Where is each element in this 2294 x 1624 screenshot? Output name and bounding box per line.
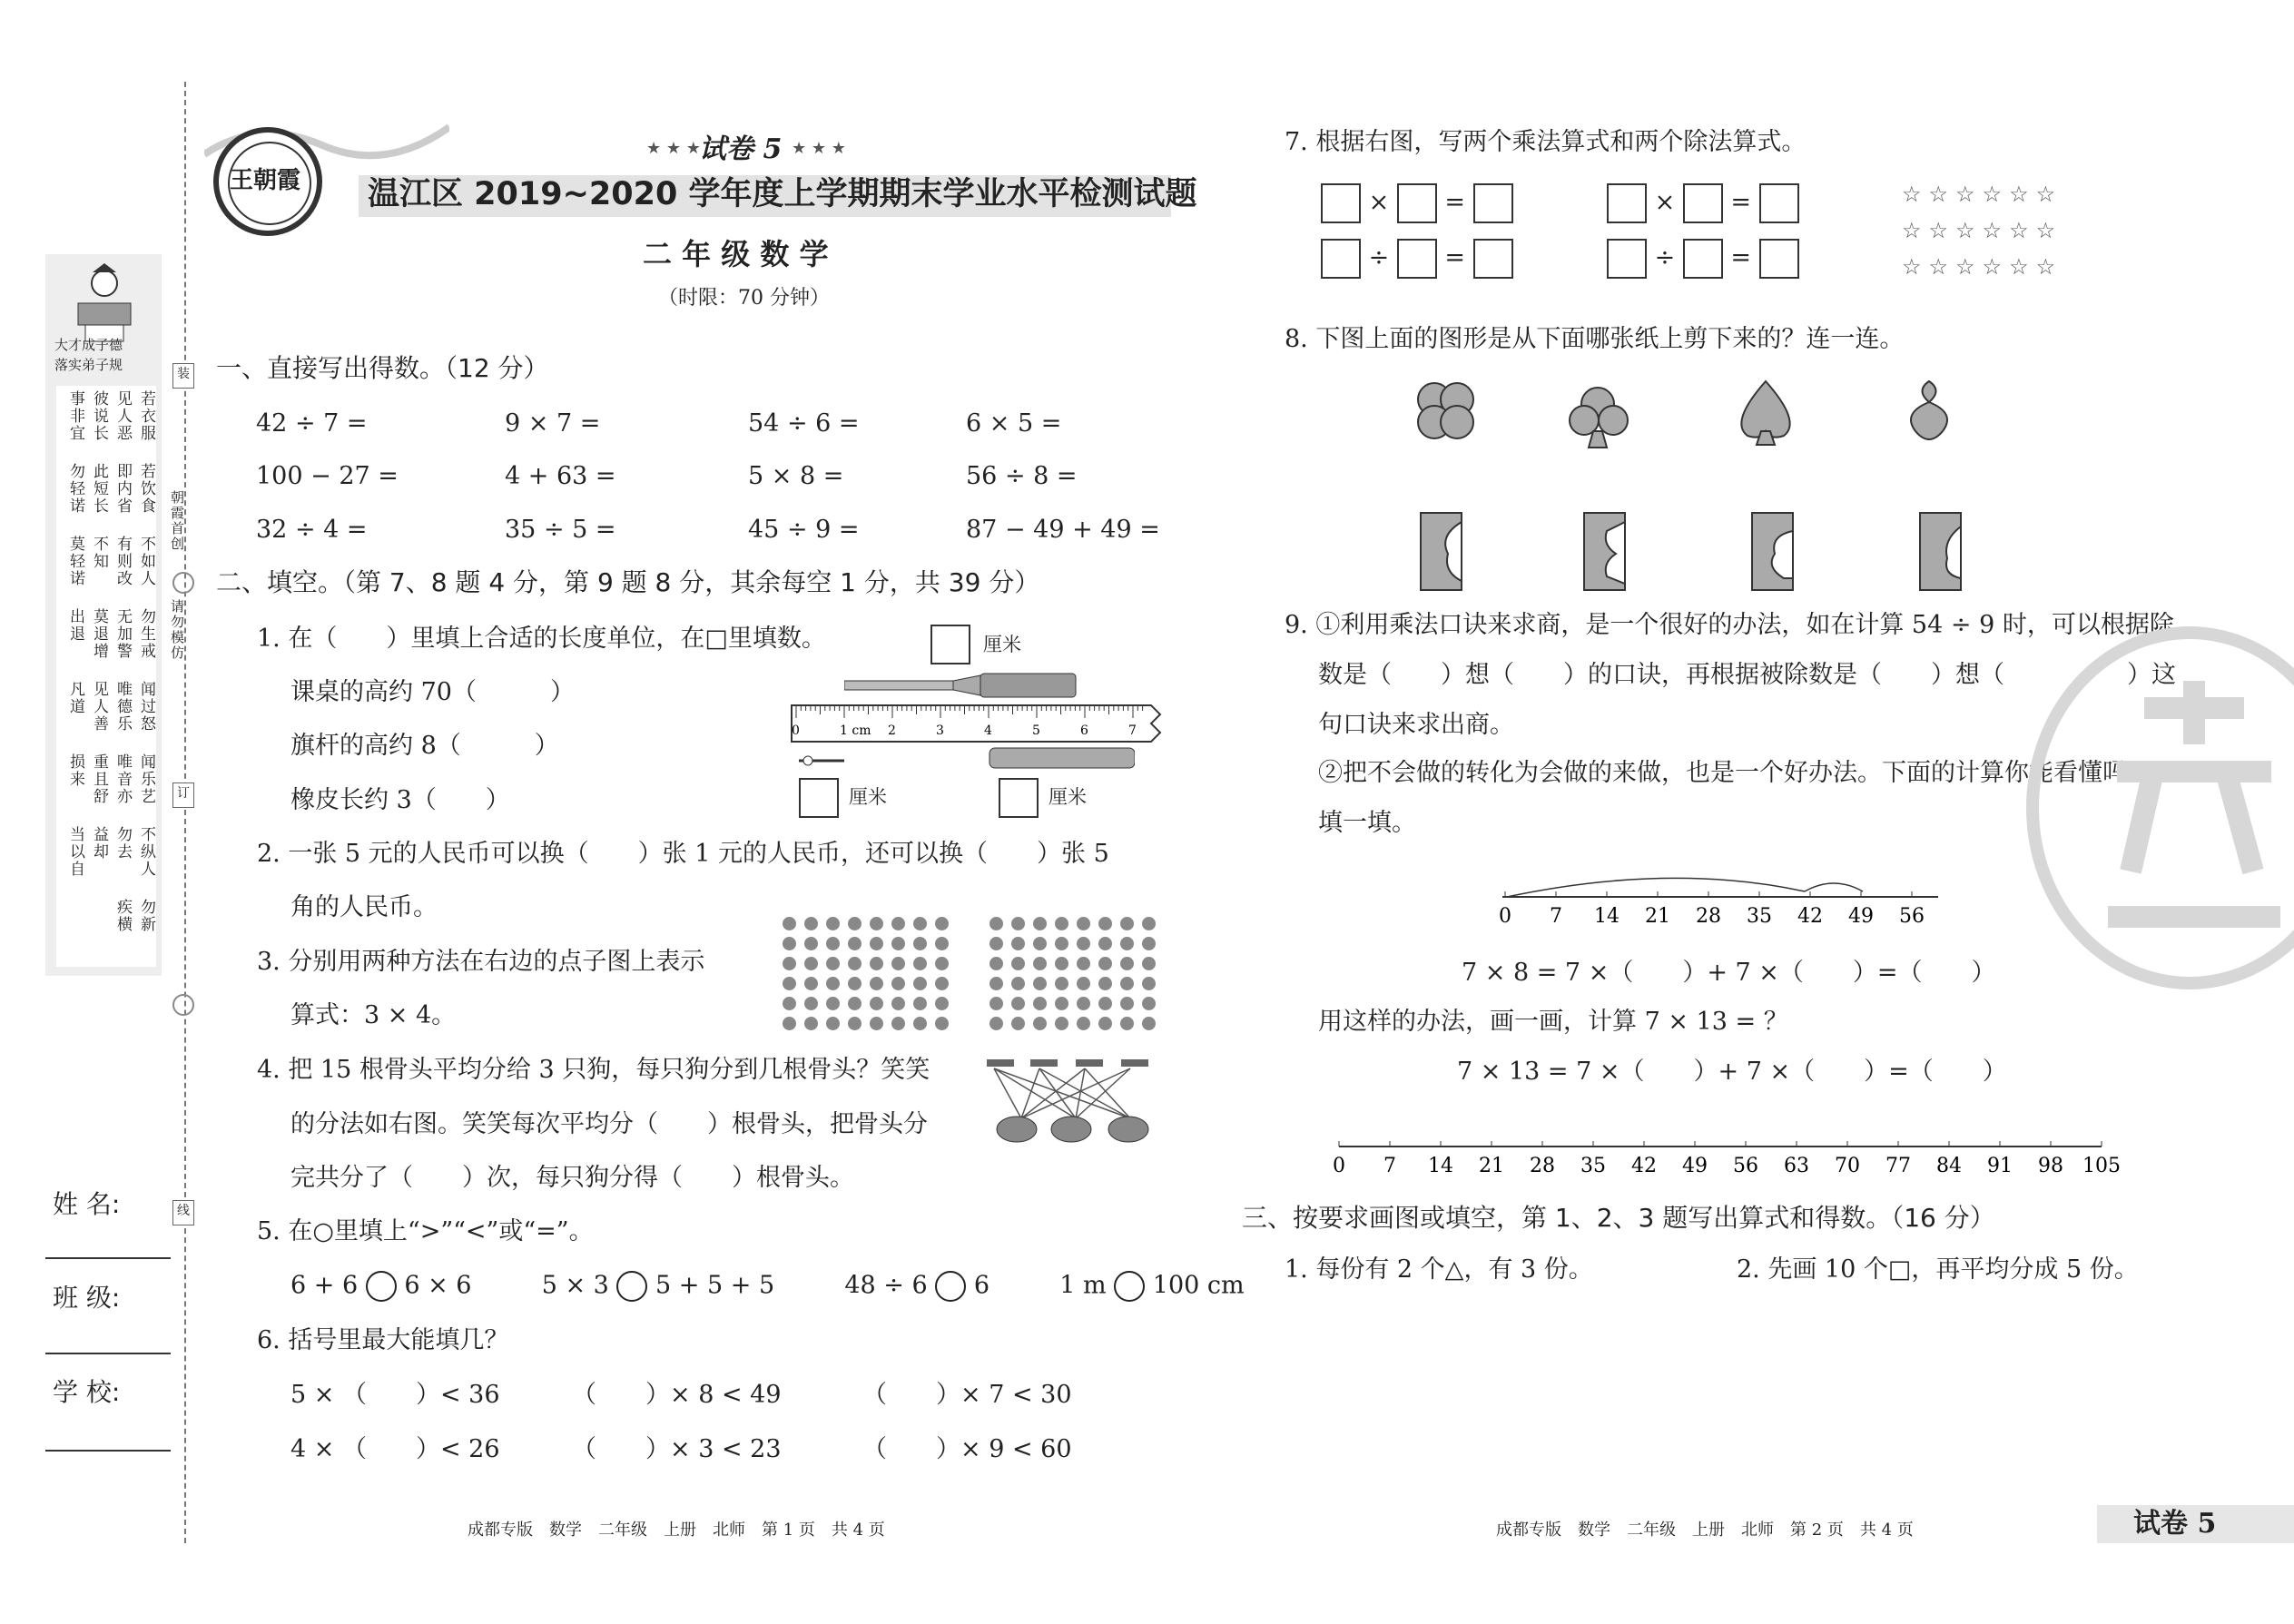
calc-problem: 54 ÷ 6 =: [748, 409, 860, 438]
ruler-tick-label: 1 cm: [840, 723, 871, 738]
compare-circle[interactable]: [366, 1271, 397, 1302]
eq-line: 7 × 8 = 7 ×（ ）+ 7 ×（ ）=（ ）: [1462, 959, 1996, 987]
dot[interactable]: [989, 957, 1003, 970]
seal-label: 请勿模仿: [169, 599, 185, 661]
badge-stars: ★ ★ ★: [792, 139, 846, 158]
number-line-label: 42: [1631, 1155, 1657, 1177]
exam-title: 温江区 2019~2020 学年度上学期期末学业水平检测试题: [368, 176, 1197, 212]
subject-title: 二 年 级 数 学: [643, 237, 829, 271]
dot[interactable]: [1011, 1017, 1025, 1030]
footer-badge: 试卷 5: [2133, 1508, 2217, 1540]
proverb-column: 益却: [90, 826, 108, 861]
number-line-label: 56: [1733, 1155, 1758, 1177]
star-row: ☆☆☆☆☆☆: [1902, 182, 2063, 207]
compare-left: 5 × 3: [541, 1271, 609, 1300]
ruler-tick-label: 3: [936, 723, 944, 738]
q8-text: 8. 下图上面的图形是从下面哪张纸上剪下来的？连一连。: [1285, 325, 1905, 353]
dot[interactable]: [913, 1017, 927, 1030]
q7-formula: × =: [1607, 183, 1799, 223]
mascot-icon: [65, 263, 143, 345]
ruler-tick-label: 0: [792, 723, 800, 738]
dot[interactable]: [935, 957, 949, 970]
q1-line: 课桌的高约 70（ ）: [290, 678, 575, 706]
proverb-column: 有则改: [113, 536, 132, 587]
dot[interactable]: [870, 977, 883, 990]
dot[interactable]: [1055, 957, 1068, 970]
dot[interactable]: [989, 937, 1003, 950]
q7-formula: ÷ =: [1321, 239, 1513, 279]
q1-line: 旗杆的高约 8（ ）: [290, 732, 559, 760]
dot[interactable]: [804, 917, 818, 930]
dot[interactable]: [1055, 917, 1068, 930]
dot[interactable]: [913, 937, 927, 950]
proverb-column: 勿轻诺: [66, 463, 84, 515]
dot[interactable]: [826, 937, 840, 950]
number-line-label: 21: [1479, 1155, 1504, 1177]
dot[interactable]: [848, 1017, 861, 1030]
dot[interactable]: [1098, 937, 1112, 950]
swirl-icon: [172, 572, 194, 594]
number-line-label: 63: [1784, 1155, 1809, 1177]
dot[interactable]: [1142, 957, 1156, 970]
dot[interactable]: [783, 997, 796, 1010]
dot[interactable]: [804, 997, 818, 1010]
compare-left: 1 m: [1059, 1271, 1107, 1300]
proverb-column: 勿生戒: [137, 608, 155, 660]
dot[interactable]: [1098, 957, 1112, 970]
dot[interactable]: [804, 957, 818, 970]
dot[interactable]: [783, 1017, 796, 1030]
inequality-item: （ ）× 3 < 23: [572, 1435, 782, 1463]
swirl-icon: [172, 994, 194, 1016]
number-line-label: 28: [1696, 905, 1721, 928]
q3-text: 算式：3 × 4。: [290, 1001, 457, 1029]
proverb-column: 闻过怒: [137, 681, 155, 733]
compare-right: 100 cm: [1152, 1271, 1245, 1300]
binding-mark: 装: [172, 363, 194, 389]
number-line-1: [1489, 871, 1961, 935]
number-line-label: 105: [2082, 1155, 2121, 1177]
dot[interactable]: [935, 917, 949, 930]
dot[interactable]: [1033, 977, 1047, 990]
proverb-column: 闻乐艺: [137, 753, 155, 805]
dot[interactable]: [783, 937, 796, 950]
dot[interactable]: [1033, 937, 1047, 950]
dot[interactable]: [1142, 917, 1156, 930]
answer-box[interactable]: [1683, 183, 1723, 223]
dot[interactable]: [989, 997, 1003, 1010]
dot[interactable]: [935, 977, 949, 990]
dot[interactable]: [913, 957, 927, 970]
number-line-label: 21: [1645, 905, 1670, 928]
q9-text: 填一填。: [1318, 809, 1416, 837]
p3-q1: 1. 每份有 2 个△，有 3 份。: [1285, 1255, 1593, 1284]
dot[interactable]: [891, 917, 905, 930]
section-heading: 三、按要求画图或填空，第 1、2、3 题写出算式和得数。（16 分）: [1242, 1203, 1995, 1233]
number-line-label: 35: [1747, 905, 1772, 928]
calc-problem: 6 × 5 =: [966, 409, 1062, 438]
inequality-item: （ ）× 7 < 30: [862, 1381, 1072, 1409]
calc-problem: 45 ÷ 9 =: [748, 516, 860, 544]
dot[interactable]: [913, 917, 927, 930]
answer-box[interactable]: [1397, 183, 1437, 223]
dot[interactable]: [913, 977, 927, 990]
star-row: ☆☆☆☆☆☆: [1902, 254, 2063, 280]
proverb-column: 疾横: [113, 899, 132, 933]
seal-label: 朝霞首创: [169, 490, 185, 552]
mascot-caption: 大才成子德: [54, 337, 123, 353]
dot[interactable]: [1142, 997, 1156, 1010]
compare-right: 6 × 6: [404, 1271, 472, 1300]
binding-mark: 线: [172, 1200, 194, 1225]
number-line-label: 7: [1550, 905, 1562, 928]
number-line-label: 14: [1594, 905, 1620, 928]
dot[interactable]: [1077, 977, 1090, 990]
number-line-label: 7: [1383, 1155, 1396, 1177]
proverb-column: 若饮食: [137, 463, 155, 515]
dot[interactable]: [848, 957, 861, 970]
compare-circle[interactable]: [1114, 1271, 1145, 1302]
proverb-column: 损来: [66, 753, 84, 788]
answer-box[interactable]: [1759, 239, 1799, 279]
time-limit: （时限：70 分钟）: [658, 287, 830, 310]
q2-text: 角的人民币。: [290, 893, 438, 921]
q4-text: 4. 把 15 根骨头平均分给 3 只狗，每只狗分到几根骨头？笑笑: [257, 1056, 930, 1084]
dot[interactable]: [1055, 1017, 1068, 1030]
q3-text: 3. 分别用两种方法在右边的点子图上表示: [257, 948, 705, 976]
proverb-column: 唯德乐: [113, 681, 132, 733]
q4-text: 的分法如右图。笑笑每次平均分（ ）根骨头，把骨头分: [290, 1110, 928, 1138]
compare-row: [290, 1271, 1245, 1307]
dot[interactable]: [1120, 917, 1134, 930]
dot[interactable]: [1098, 1017, 1112, 1030]
dot[interactable]: [1142, 977, 1156, 990]
dot[interactable]: [848, 917, 861, 930]
q7-text: 7. 根据右图，写两个乘法算式和两个除法算式。: [1285, 128, 1807, 156]
q9-text: 用这样的办法，画一画，计算 7 × 13 = ？: [1318, 1008, 1788, 1036]
answer-box[interactable]: [1683, 239, 1723, 279]
ruler-tick-label: 6: [1080, 723, 1088, 738]
proverb-column: 莫轻诺: [66, 536, 84, 587]
proverb-column: 无加警: [113, 608, 132, 660]
binding-line: [184, 82, 186, 1543]
proverb-column: 出退: [66, 608, 84, 643]
dot[interactable]: [848, 937, 861, 950]
calc-problem: 87 − 49 + 49 =: [966, 516, 1160, 544]
name-field[interactable]: [45, 1257, 171, 1259]
proverb-column: 不知: [90, 536, 108, 570]
dot[interactable]: [804, 1017, 818, 1030]
number-line-label: 56: [1899, 905, 1925, 928]
dot[interactable]: [1011, 937, 1025, 950]
dot[interactable]: [935, 997, 949, 1010]
answer-box[interactable]: [799, 778, 839, 818]
section-heading: 二、填空。（第 7、8 题 4 分，第 9 题 8 分，其余每空 1 分，共 39 分）: [216, 567, 1040, 597]
answer-box[interactable]: [1473, 183, 1513, 223]
dot[interactable]: [870, 1017, 883, 1030]
q5-text: 5. 在○里填上“>”“<”或“=”。: [257, 1217, 594, 1245]
answer-box[interactable]: [1607, 183, 1647, 223]
dot[interactable]: [1077, 997, 1090, 1010]
compare-right: 5 + 5 + 5: [655, 1271, 775, 1300]
q6-text: 6. 括号里最大能填几？: [257, 1326, 509, 1354]
dot[interactable]: [804, 937, 818, 950]
mascot-caption: 落实弟子规: [54, 357, 123, 373]
dot[interactable]: [1011, 997, 1025, 1010]
proverb-column: 不纵人: [137, 826, 155, 878]
number-line-label: 70: [1835, 1155, 1860, 1177]
unit-label: 厘米: [983, 634, 1021, 655]
proverb-column: 见人恶: [113, 390, 132, 442]
dot[interactable]: [870, 917, 883, 930]
calc-problem: 100 − 27 =: [256, 462, 399, 490]
dot[interactable]: [870, 997, 883, 1010]
dot[interactable]: [891, 997, 905, 1010]
dot[interactable]: [1098, 997, 1112, 1010]
dot[interactable]: [1142, 1017, 1156, 1030]
q1-text: 1. 在（ ）里填上合适的长度单位，在□里填数。: [257, 625, 826, 653]
answer-box[interactable]: [1759, 183, 1799, 223]
dot[interactable]: [913, 997, 927, 1010]
dot[interactable]: [935, 1017, 949, 1030]
proverb-column: 事非宜: [66, 390, 84, 442]
ruler-tick-label: 7: [1128, 723, 1137, 738]
school-label: 学 校:: [53, 1377, 121, 1407]
page-footer: 成都专版 数学 二年级 上册 北师 第 2 页 共 4 页: [1496, 1521, 1914, 1540]
dot[interactable]: [891, 1017, 905, 1030]
dot[interactable]: [826, 957, 840, 970]
proverb-column: 不如人: [137, 536, 155, 587]
page-footer: 成都专版 数学 二年级 上册 北师 第 1 页 共 4 页: [468, 1521, 885, 1540]
compare-left: 48 ÷ 6: [844, 1271, 928, 1300]
paper-badge: 试卷 5: [699, 133, 783, 165]
ruler-tick-label: 2: [888, 723, 896, 738]
dot[interactable]: [1011, 977, 1025, 990]
q9-text: ②把不会做的转化为会做的来做，也是一个好办法。下面的计算你能看懂吗？: [1318, 759, 2151, 787]
dot[interactable]: [1120, 1017, 1134, 1030]
answer-box[interactable]: [1397, 239, 1437, 279]
answer-box[interactable]: [1321, 239, 1361, 279]
q7-formula: × =: [1321, 183, 1513, 223]
dot[interactable]: [1055, 997, 1068, 1010]
q1-line: 橡皮长约 3（ ）: [290, 786, 510, 814]
number-line-label: 77: [1885, 1155, 1911, 1177]
q4-text: 完共分了（ ）次，每只狗分得（ ）根骨头。: [290, 1164, 854, 1192]
name-label: 姓 名:: [53, 1189, 121, 1219]
number-line-label: 14: [1428, 1155, 1453, 1177]
dot[interactable]: [1120, 957, 1134, 970]
ruler-tick-label: 5: [1032, 723, 1040, 738]
inequality-item: （ ）× 8 < 49: [572, 1381, 782, 1409]
dot[interactable]: [826, 1017, 840, 1030]
dot[interactable]: [870, 937, 883, 950]
q9-text: 句口诀来求出商。: [1318, 711, 1514, 739]
number-line-label: 35: [1580, 1155, 1606, 1177]
dot[interactable]: [1011, 957, 1025, 970]
q7-formula: ÷ =: [1607, 239, 1799, 279]
compare-right: 6: [973, 1271, 990, 1300]
dot[interactable]: [1142, 937, 1156, 950]
proverb-column: 唯音亦: [113, 753, 132, 805]
dot[interactable]: [989, 977, 1003, 990]
dot[interactable]: [989, 917, 1003, 930]
proverb-column: 见人善: [90, 681, 108, 733]
star-row: ☆☆☆☆☆☆: [1902, 218, 2063, 243]
compare-left: 6 + 6: [290, 1271, 359, 1300]
dot[interactable]: [1098, 977, 1112, 990]
number-line-label: 28: [1530, 1155, 1555, 1177]
proverb-column: 莫退增: [90, 608, 108, 660]
calc-problem: 42 ÷ 7 =: [256, 409, 368, 438]
calc-problem: 32 ÷ 4 =: [256, 516, 368, 544]
proverb-column: 即内省: [113, 463, 132, 515]
dot[interactable]: [1098, 917, 1112, 930]
dot[interactable]: [783, 977, 796, 990]
dot[interactable]: [989, 1017, 1003, 1030]
number-line-label: 98: [2038, 1155, 2063, 1177]
proverb-column: 重且舒: [90, 753, 108, 805]
number-line-label: 0: [1333, 1155, 1345, 1177]
class-label: 班 级:: [53, 1283, 121, 1313]
q2-text: 2. 一张 5 元的人民币可以换（ ）张 1 元的人民币，还可以换（ ）张 5: [257, 840, 1109, 868]
eq-line: 7 × 13 = 7 ×（ ）+ 7 ×（ ）=（ ）: [1457, 1058, 2007, 1086]
proverb-column: 勿去: [113, 826, 132, 861]
q9-text: 数是（ ）想（ ）的口诀，再根据被除数是（ ）想（ ）这: [1318, 661, 2176, 689]
dot[interactable]: [826, 997, 840, 1010]
dot[interactable]: [826, 977, 840, 990]
answer-box[interactable]: [1607, 239, 1647, 279]
school-field[interactable]: [45, 1450, 171, 1452]
proverb-column: 勿新: [137, 899, 155, 933]
dot[interactable]: [1077, 917, 1090, 930]
number-line-label: 49: [1848, 905, 1874, 928]
dot[interactable]: [848, 997, 861, 1010]
calc-problem: 56 ÷ 8 =: [966, 462, 1078, 490]
answer-box[interactable]: [1473, 239, 1513, 279]
dot[interactable]: [1120, 997, 1134, 1010]
dot[interactable]: [804, 977, 818, 990]
dot[interactable]: [1055, 977, 1068, 990]
number-line-2: [1325, 1130, 2124, 1185]
calc-problem: 9 × 7 =: [505, 409, 601, 438]
logo-seal-icon: [213, 127, 322, 236]
answer-box[interactable]: [999, 778, 1039, 818]
cutout-shapes: [1403, 368, 2020, 595]
compare-circle[interactable]: [935, 1271, 966, 1302]
compare-circle[interactable]: [616, 1271, 647, 1302]
q9-text: 9. ①利用乘法口诀来求商，是一个很好的办法，如在计算 54 ÷ 9 时，可以根据除: [1285, 611, 2174, 639]
number-line-label: 84: [1936, 1155, 1962, 1177]
unit-label: 厘米: [849, 786, 887, 808]
dot[interactable]: [891, 977, 905, 990]
calc-problem: 5 × 8 =: [748, 462, 844, 490]
answer-box[interactable]: [1321, 183, 1361, 223]
dot[interactable]: [1011, 917, 1025, 930]
dot[interactable]: [848, 977, 861, 990]
p3-q2: 2. 先画 10 个□，再平均分成 5 份。: [1737, 1255, 2139, 1284]
logo-text: 王朝霞: [230, 167, 301, 194]
unit-label: 厘米: [1049, 786, 1087, 808]
dogs-bones-figure: [985, 1055, 1167, 1146]
dot[interactable]: [870, 957, 883, 970]
number-line-label: 0: [1499, 905, 1511, 928]
ruler-tick-label: 4: [984, 723, 992, 738]
inequality-item: （ ）× 9 < 60: [862, 1435, 1072, 1463]
dot[interactable]: [1033, 1017, 1047, 1030]
calc-problem: 4 + 63 =: [505, 462, 616, 490]
dot[interactable]: [783, 957, 796, 970]
dot[interactable]: [1120, 977, 1134, 990]
badge-stars: ★ ★ ★: [646, 139, 701, 158]
number-line-label: 42: [1797, 905, 1823, 928]
dot[interactable]: [1033, 997, 1047, 1010]
number-line-label: 91: [1987, 1155, 2013, 1177]
dot[interactable]: [935, 937, 949, 950]
class-field[interactable]: [45, 1353, 171, 1354]
proverb-column: 彼说长: [90, 390, 108, 442]
inequality-item: 4 × （ ）< 26: [290, 1435, 500, 1463]
binding-mark: 订: [172, 782, 194, 808]
answer-box[interactable]: [930, 625, 970, 664]
dot[interactable]: [783, 917, 796, 930]
dot[interactable]: [826, 917, 840, 930]
dot[interactable]: [1033, 917, 1047, 930]
inequality-item: 5 × （ ）< 36: [290, 1381, 500, 1409]
dot[interactable]: [891, 937, 905, 950]
proverb-column: 若衣服: [137, 390, 155, 442]
dot[interactable]: [1120, 937, 1134, 950]
proverb-column: 此短长: [90, 463, 108, 515]
dot[interactable]: [1033, 957, 1047, 970]
dot[interactable]: [1077, 1017, 1090, 1030]
proverb-column: 当以自: [66, 826, 84, 878]
crayon-icon: [799, 744, 1135, 772]
watermark-seal-icon: [2026, 626, 2294, 989]
dot[interactable]: [891, 957, 905, 970]
calc-problem: 35 ÷ 5 =: [505, 516, 616, 544]
proverb-column: 凡道: [66, 681, 84, 715]
dot[interactable]: [1055, 937, 1068, 950]
dot[interactable]: [1077, 957, 1090, 970]
number-line-label: 49: [1682, 1155, 1708, 1177]
pencil-icon: [844, 672, 1080, 699]
section-heading: 一、直接写出得数。（12 分）: [216, 353, 549, 383]
dot[interactable]: [1077, 937, 1090, 950]
